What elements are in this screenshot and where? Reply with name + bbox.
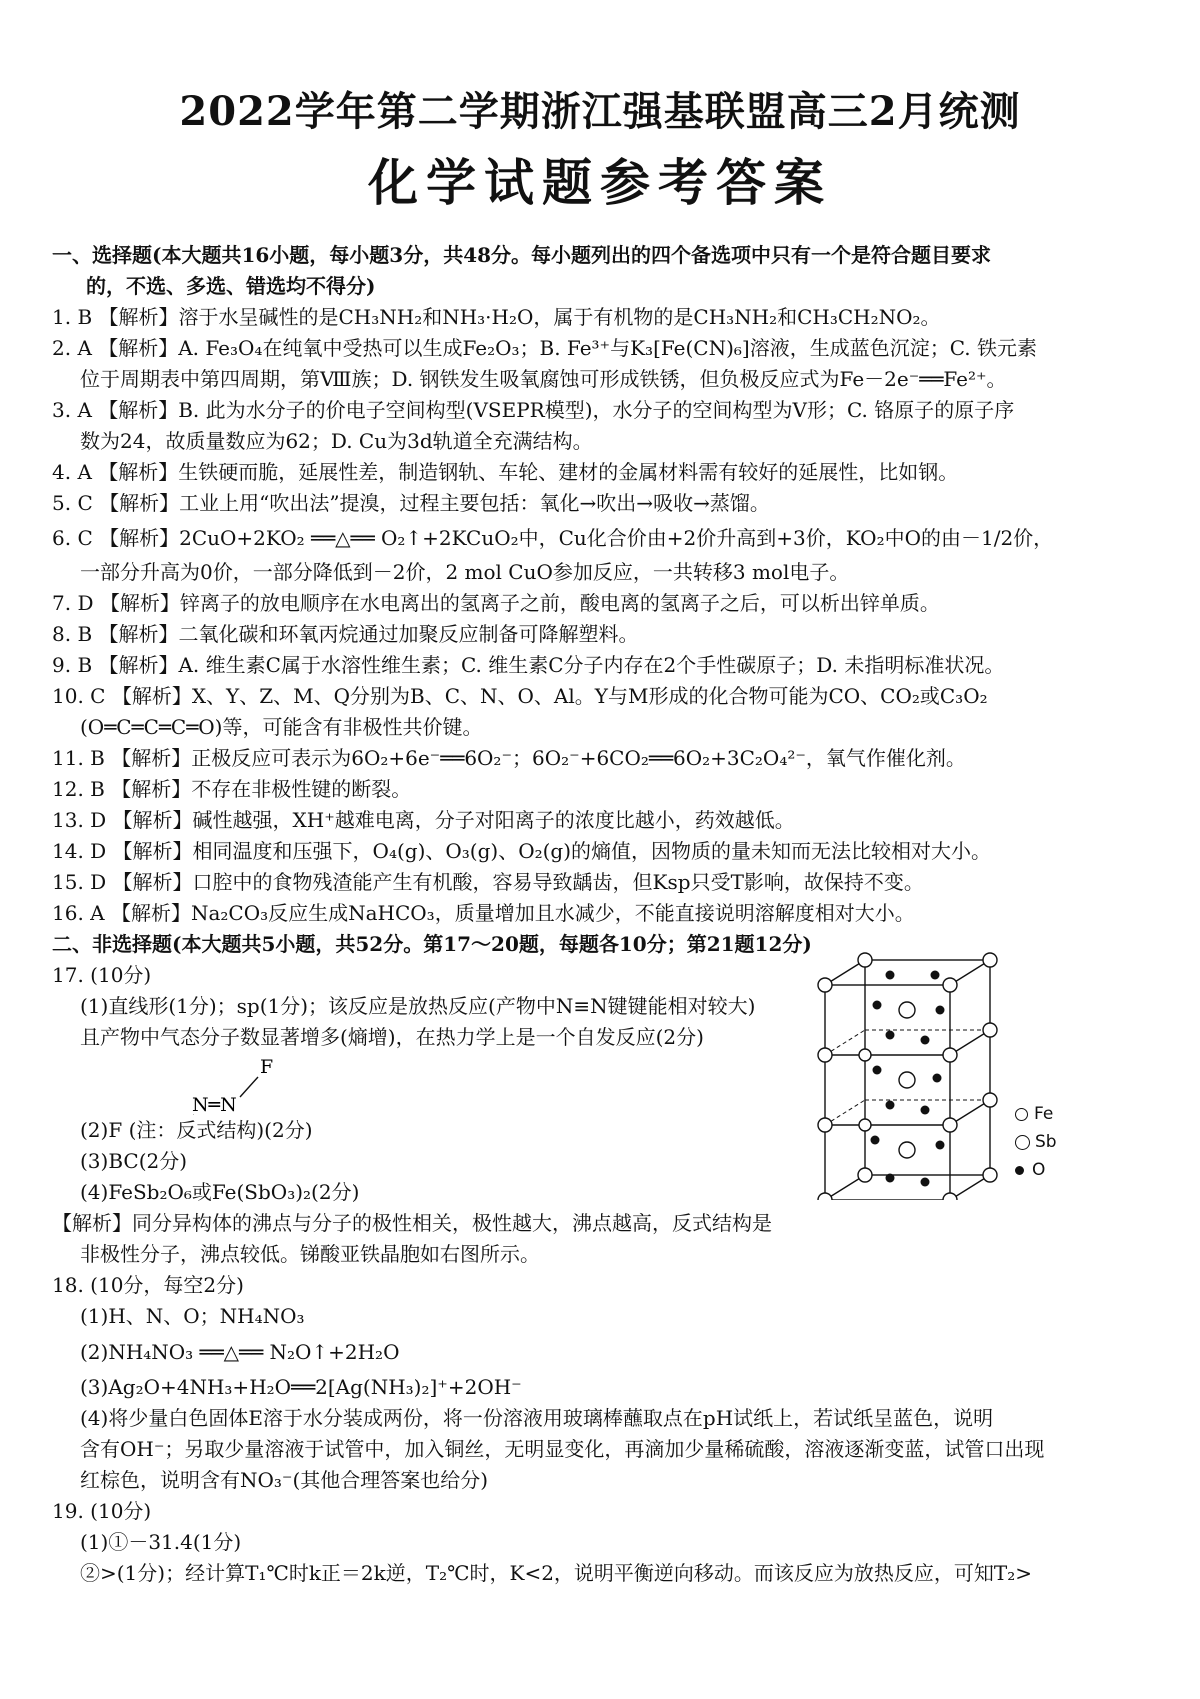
section-heading-nonchoice: 二、非选择题(本大题共5小题，共52分。第17～20题，每题各10分；第21题12分) bbox=[52, 932, 812, 956]
answer-q17-3: (3)BC(2分) bbox=[80, 1149, 188, 1173]
answer-q17-analysis: 【解析】同分异构体的沸点与分子的极性相关，极性越大，沸点越高，反式结构是 bbox=[52, 1211, 772, 1235]
answer-q5: 5. C 【解析】工业上用“吹出法”提溴，过程主要包括：氧化→吹出→吸收→蒸馏。 bbox=[52, 491, 770, 515]
answer-q18-heading: 18. (10分，每空2分) bbox=[52, 1273, 244, 1297]
answer-q13: 13. D 【解析】碱性越强，XH⁺越难电离，分子对阳离子的浓度比越小，药效越低。 bbox=[52, 808, 795, 832]
answer-q18-2: (2)NH₄NO₃ ══△══ N₂O↑+2H₂O bbox=[80, 1340, 400, 1364]
answer-q2-cont: 位于周期表中第四周期，第Ⅷ族；D. 钢铁发生吸氧腐蚀可形成铁锈，但负极反应式为Fe－2e⁻══Fe²⁺。 bbox=[80, 367, 1007, 391]
answer-q10: 10. C 【解析】X、Y、Z、M、Q分别为B、C、N、O、Al。Y与M形成的化合物可能为CO、CO₂或C₃O₂ bbox=[52, 684, 988, 708]
answer-q17-analysis-cont: 非极性分子，沸点较低。锑酸亚铁晶胞如右图所示。 bbox=[80, 1242, 540, 1266]
answer-q8: 8. B 【解析】二氧化碳和环氧丙烷通过加聚反应制备可降解塑料。 bbox=[52, 622, 639, 646]
answer-q6-cont: 一部分升高为0价，一部分降低到－2价，2 mol CuO参加反应，一共转移3 mol电子。 bbox=[80, 560, 850, 584]
answer-q14: 14. D 【解析】相同温度和压强下，O₄(g)、O₃(g)、O₂(g)的熵值，因物质的量未知而无法比较相对大小。 bbox=[52, 839, 992, 863]
answer-q19-2: ②>(1分)；经计算T₁℃时k正＝2k逆，T₂℃时，K<2，说明平衡逆向移动。而该反应为放热反应，可知T₂> bbox=[80, 1561, 1033, 1585]
answer-q11: 11. B 【解析】正极反应可表示为6O₂+6e⁻══6O₂⁻；6O₂⁻+6CO₂══6O₂+3C₂O₄²⁻，氧气作催化剂。 bbox=[52, 746, 966, 770]
legend-o: O bbox=[1015, 1156, 1075, 1184]
answer-q12: 12. B 【解析】不存在非极性键的断裂。 bbox=[52, 777, 412, 801]
crystal-cell-figure bbox=[815, 950, 1065, 1204]
answer-q18-3: (3)Ag₂O+4NH₃+H₂O══2[Ag(NH₃)₂]⁺+2OH⁻ bbox=[80, 1375, 522, 1399]
answer-content bbox=[52, 240, 1160, 1589]
answer-q3: 3. A 【解析】B. 此为水分子的价电子空间构型(VSEPR模型)，水分子的空间构型为V形；C. 铬原子的原子序 bbox=[52, 398, 1015, 422]
answer-q18-4-cont2: 红棕色，说明含有NO₃⁻(其他合理答案也给分) bbox=[80, 1468, 489, 1492]
answer-q16: 16. A 【解析】Na₂CO₃反应生成NaHCO₃，质量增加且水减少，不能直接说明溶解度相对大小。 bbox=[52, 901, 915, 925]
answer-q9: 9. B 【解析】A. 维生素C属于水溶性维生素；C. 维生素C分子内存在2个手性碳原子；D. 未指明标准状况。 bbox=[52, 653, 1005, 677]
document-title: 2022学年第二学期浙江强基联盟高三2月统测 bbox=[179, 88, 1021, 135]
answer-q18-4: (4)将少量白色固体E溶于水分装成两份，将一份溶液用玻璃棒蘸取点在pH试纸上，若试纸呈蓝色，说明 bbox=[80, 1406, 994, 1430]
answer-q18-4-cont: 含有OH⁻；另取少量溶液于试管中，加入铜丝，无明显变化，再滴加少量稀硫酸，溶液逐渐变蓝，试管口出现 bbox=[80, 1437, 1045, 1461]
answer-q10-cont: (O═C═C═C═O)等，可能含有非极性共价键。 bbox=[80, 715, 483, 739]
document-subtitle: 化学试题参考答案 bbox=[368, 153, 832, 212]
answer-q2: 2. A 【解析】A. Fe₃O₄在纯氧中受热可以生成Fe₂O₃；B. Fe³⁺与K₃[Fe(CN)₆]溶液，生成蓝色沉淀；C. 铁元素 bbox=[52, 336, 1038, 360]
answer-q17-2: (2)F (注：反式结构)(2分) bbox=[80, 1118, 313, 1142]
answer-q17-heading: 17. (10分) bbox=[52, 963, 152, 987]
answer-q7: 7. D 【解析】锌离子的放电顺序在水电离出的氢离子之前，酸电离的氢离子之后，可以析出锌单质。 bbox=[52, 591, 940, 615]
answer-q17-1: (1)直线形(1分)；sp(1分)；该反应是放热反应(产物中N≡N键键能相对较大) bbox=[80, 994, 756, 1018]
answer-q17-4: (4)FeSb₂O₆或Fe(SbO₃)₂(2分) bbox=[80, 1180, 360, 1204]
structure-top-f: F bbox=[260, 1056, 274, 1078]
answer-q17-1-cont: 且产物中气态分子数显著增多(熵增)，在热力学上是一个自发反应(2分) bbox=[80, 1025, 704, 1049]
structure-nn: N═N bbox=[192, 1094, 237, 1115]
section-heading-choice-cont: 的，不选、多选、错选均不得分) bbox=[86, 274, 376, 298]
answer-q19-1: (1)①－31.4(1分) bbox=[80, 1530, 242, 1554]
answer-q4: 4. A 【解析】生铁硬而脆，延展性差，制造钢轨、车轮、建材的金属材料需有较好的延展性，比如钢。 bbox=[52, 460, 959, 484]
answer-q19-heading: 19. (10分) bbox=[52, 1499, 152, 1523]
answer-q1: 1. B 【解析】溶于水呈碱性的是CH₃NH₂和NH₃·H₂O，属于有机物的是CH₃NH₂和CH₃CH₂NO₂。 bbox=[52, 305, 941, 329]
answer-q6: 6. C 【解析】2CuO+2KO₂ ══△══ O₂↑+2KCuO₂中，Cu化合价由+2价升高到+3价，KO₂中O的由－1/2价， bbox=[52, 526, 1054, 550]
legend-fe: Fe bbox=[1015, 1100, 1075, 1128]
answer-q15: 15. D 【解析】口腔中的食物残渣能产生有机酸，容易导致龋齿，但Ksp只受T影响，故保持不变。 bbox=[52, 870, 924, 894]
crystal-legend bbox=[1015, 1100, 1075, 1184]
answer-q3-cont: 数为24，故质量数应为62；D. Cu为3d轨道全充满结构。 bbox=[80, 429, 593, 453]
answer-q18-1: (1)H、N、O；NH₄NO₃ bbox=[80, 1304, 305, 1328]
trans-n2f2-structure bbox=[132, 1053, 312, 1115]
legend-sb: Sb bbox=[1015, 1128, 1075, 1156]
section-heading-choice: 一、选择题(本大题共16小题，每小题3分，共48分。每小题列出的四个备选项中只有一个是符合题目要求 bbox=[52, 243, 992, 267]
